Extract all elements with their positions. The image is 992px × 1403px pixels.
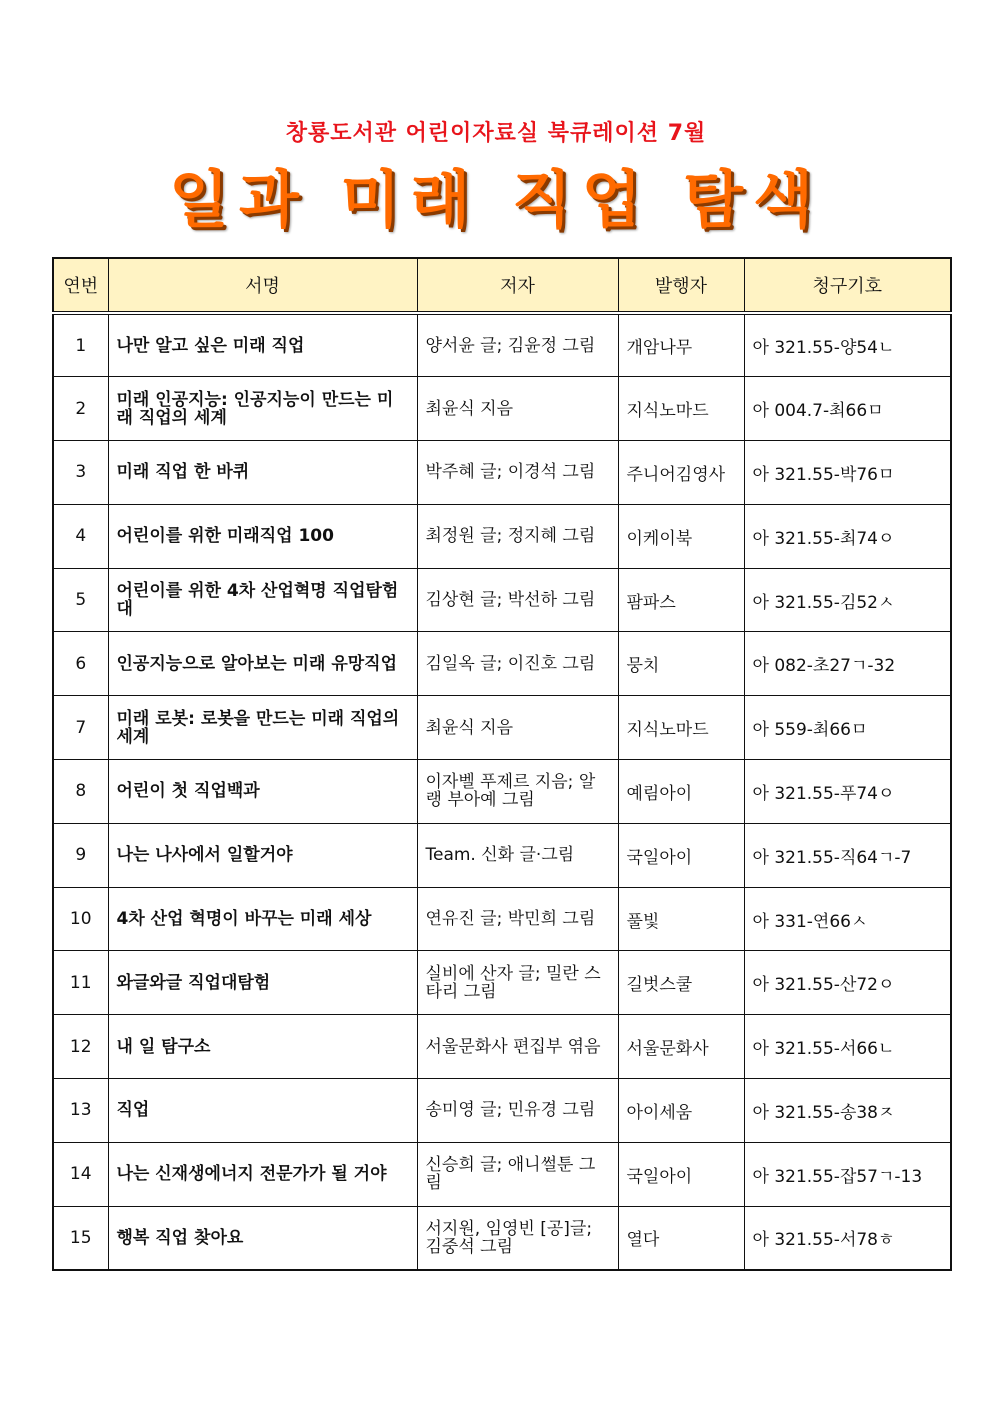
cell-book-title: 나만 알고 싶은 미래 직업 xyxy=(108,313,417,377)
cell-call-number: 아 004.7-최66ㅁ xyxy=(744,377,951,441)
cell-publisher: 지식노마드 xyxy=(618,377,744,441)
cell-number: 14 xyxy=(53,1142,108,1206)
cell-author: 송미영 글; 민유경 그림 xyxy=(417,1079,618,1143)
cell-book-title: 인공지능으로 알아보는 미래 유망직업 xyxy=(108,632,417,696)
column-header-publisher: 발행자 xyxy=(618,258,744,313)
column-header-call-number: 청구기호 xyxy=(744,258,951,313)
book-list-table xyxy=(52,257,952,1271)
cell-publisher: 팜파스 xyxy=(618,568,744,632)
cell-author: 최정원 글; 정지혜 그림 xyxy=(417,504,618,568)
cell-author: 서지원, 임영빈 [공]글; 김중석 그림 xyxy=(417,1206,618,1270)
cell-call-number: 아 321.55-송38ㅈ xyxy=(744,1079,951,1143)
table-row xyxy=(53,504,951,568)
cell-book-title: 직업 xyxy=(108,1079,417,1143)
cell-author: 최윤식 지음 xyxy=(417,696,618,760)
cell-publisher: 예림아이 xyxy=(618,760,744,824)
cell-call-number: 아 559-최66ㅁ xyxy=(744,696,951,760)
cell-call-number: 아 321.55-푸74ㅇ xyxy=(744,760,951,824)
table-row xyxy=(53,696,951,760)
cell-book-title: 와글와글 직업대탐험 xyxy=(108,951,417,1015)
cell-book-title: 미래 직업 한 바퀴 xyxy=(108,441,417,505)
cell-number: 4 xyxy=(53,504,108,568)
cell-author: 최윤식 지음 xyxy=(417,377,618,441)
cell-number: 1 xyxy=(53,313,108,377)
table-row xyxy=(53,313,951,377)
page-title: 일과 미래 직업 탐색 xyxy=(169,163,823,236)
column-header-no: 연번 xyxy=(53,258,108,313)
table-row xyxy=(53,568,951,632)
cell-author: Team. 신화 글·그림 xyxy=(417,823,618,887)
cell-author: 서울문화사 편집부 엮음 xyxy=(417,1015,618,1079)
cell-number: 8 xyxy=(53,760,108,824)
table-row xyxy=(53,1015,951,1079)
cell-call-number: 아 321.55-직64ㄱ-7 xyxy=(744,823,951,887)
cell-number: 12 xyxy=(53,1015,108,1079)
cell-author: 박주혜 글; 이경석 그림 xyxy=(417,441,618,505)
table-row xyxy=(53,1079,951,1143)
cell-book-title: 나는 나사에서 일할거야 xyxy=(108,823,417,887)
cell-book-title: 행복 직업 찾아요 xyxy=(108,1206,417,1270)
cell-number: 5 xyxy=(53,568,108,632)
cell-book-title: 내 일 탐구소 xyxy=(108,1015,417,1079)
cell-call-number: 아 321.55-최74ㅇ xyxy=(744,504,951,568)
cell-publisher: 아이세움 xyxy=(618,1079,744,1143)
table-row xyxy=(53,377,951,441)
cell-publisher: 국일아이 xyxy=(618,1142,744,1206)
cell-call-number: 아 082-초27ㄱ-32 xyxy=(744,632,951,696)
cell-book-title: 어린이를 위한 4차 산업혁명 직업탐험대 xyxy=(108,568,417,632)
cell-call-number: 아 331-연66ㅅ xyxy=(744,887,951,951)
cell-book-title: 어린이 첫 직업백과 xyxy=(108,760,417,824)
cell-call-number: 아 321.55-산72ㅇ xyxy=(744,951,951,1015)
cell-number: 6 xyxy=(53,632,108,696)
cell-author: 신승희 글; 애니썰툰 그림 xyxy=(417,1142,618,1206)
table-row xyxy=(53,1142,951,1206)
cell-author: 김일옥 글; 이진호 그림 xyxy=(417,632,618,696)
table-row xyxy=(53,951,951,1015)
cell-book-title: 나는 신재생에너지 전문가가 될 거야 xyxy=(108,1142,417,1206)
cell-publisher: 주니어김영사 xyxy=(618,441,744,505)
cell-book-title: 어린이를 위한 미래직업 100 xyxy=(108,504,417,568)
cell-call-number: 아 321.55-서66ㄴ xyxy=(744,1015,951,1079)
table-row xyxy=(53,441,951,505)
cell-call-number: 아 321.55-잡57ㄱ-13 xyxy=(744,1142,951,1206)
cell-number: 11 xyxy=(53,951,108,1015)
cell-book-title: 4차 산업 혁명이 바꾸는 미래 세상 xyxy=(108,887,417,951)
cell-number: 7 xyxy=(53,696,108,760)
cell-author: 김상현 글; 박선하 그림 xyxy=(417,568,618,632)
cell-publisher: 풀빛 xyxy=(618,887,744,951)
cell-call-number: 아 321.55-양54ㄴ xyxy=(744,313,951,377)
table-header-row xyxy=(53,258,951,313)
cell-number: 10 xyxy=(53,887,108,951)
cell-number: 9 xyxy=(53,823,108,887)
cell-author: 실비에 산자 글; 밀란 스타리 그림 xyxy=(417,951,618,1015)
cell-publisher: 개암나무 xyxy=(618,313,744,377)
cell-number: 13 xyxy=(53,1079,108,1143)
table-row xyxy=(53,823,951,887)
cell-book-title: 미래 인공지능: 인공지능이 만드는 미래 직업의 세계 xyxy=(108,377,417,441)
cell-book-title: 미래 로봇: 로봇을 만드는 미래 직업의 세계 xyxy=(108,696,417,760)
column-header-author: 저자 xyxy=(417,258,618,313)
cell-call-number: 아 321.55-김52ㅅ xyxy=(744,568,951,632)
cell-number: 2 xyxy=(53,377,108,441)
table-row xyxy=(53,1206,951,1270)
cell-publisher: 서울문화사 xyxy=(618,1015,744,1079)
cell-call-number: 아 321.55-박76ㅁ xyxy=(744,441,951,505)
cell-publisher: 이케이북 xyxy=(618,504,744,568)
cell-publisher: 열다 xyxy=(618,1206,744,1270)
table-row xyxy=(53,760,951,824)
cell-publisher: 길벗스쿨 xyxy=(618,951,744,1015)
cell-publisher: 뭉치 xyxy=(618,632,744,696)
cell-publisher: 국일아이 xyxy=(618,823,744,887)
cell-author: 양서윤 글; 김윤정 그림 xyxy=(417,313,618,377)
page-subtitle: 창룡도서관 어린이자료실 북큐레이션 7월 xyxy=(285,121,707,146)
cell-author: 연유진 글; 박민희 그림 xyxy=(417,887,618,951)
cell-author: 이자벨 푸제르 지음; 알랭 부아예 그림 xyxy=(417,760,618,824)
table-body xyxy=(53,313,951,1270)
column-header-title: 서명 xyxy=(108,258,417,313)
cell-call-number: 아 321.55-서78ㅎ xyxy=(744,1206,951,1270)
cell-publisher: 지식노마드 xyxy=(618,696,744,760)
cell-number: 3 xyxy=(53,441,108,505)
table-row xyxy=(53,887,951,951)
cell-number: 15 xyxy=(53,1206,108,1270)
table-row xyxy=(53,632,951,696)
